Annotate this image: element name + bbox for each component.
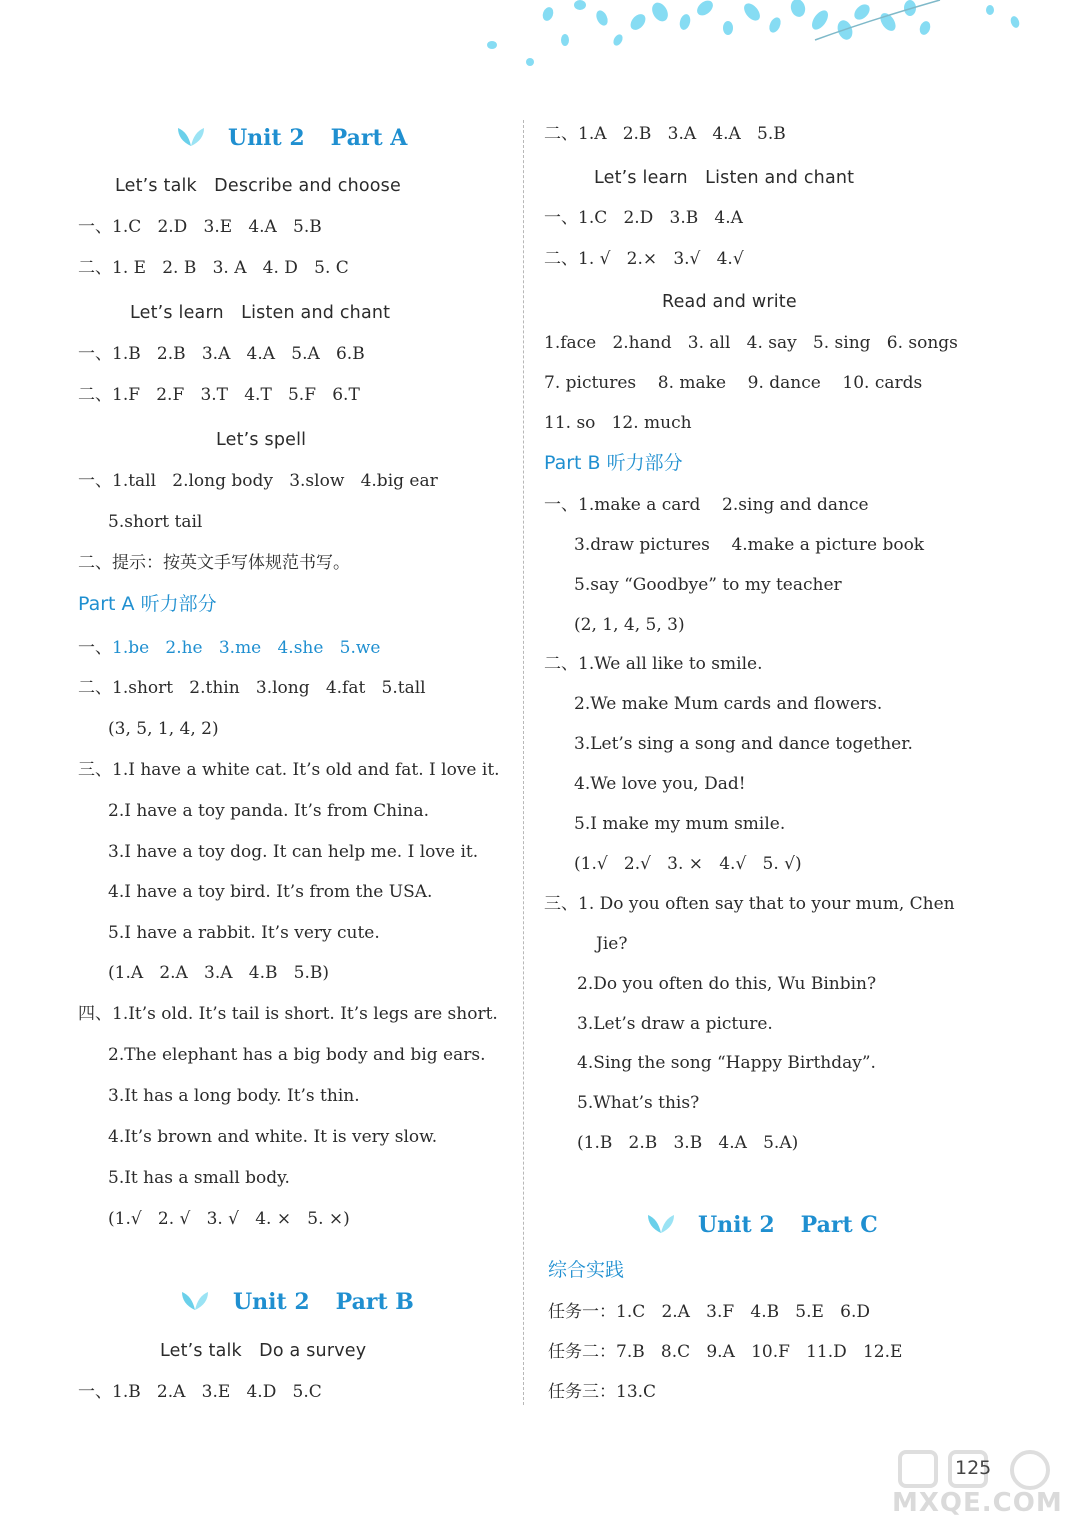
answer-line: 3.It has a long body. It’s thin. bbox=[108, 1086, 360, 1106]
answer-line: 二、1.F 2.F 3.T 4.T 5.F 6.T bbox=[78, 385, 360, 405]
answer-line: 5.say “Goodbye” to my teacher bbox=[574, 575, 842, 595]
page-number: 125 bbox=[955, 1457, 992, 1479]
talk-b-heading: Let’s talk Do a survey bbox=[160, 1341, 367, 1361]
answer-line: 一、1.B 2.A 3.E 4.D 5.C bbox=[78, 1382, 322, 1402]
unit-2-part-c-title bbox=[698, 1211, 878, 1239]
answer-item: 5.we bbox=[339, 638, 381, 658]
answer-line: 任务二：7.B 8.C 9.A 10.F 11.D 12.E bbox=[548, 1342, 903, 1362]
practice-heading: 综合实践 bbox=[548, 1259, 625, 1281]
answer-line: 2.We make Mum cards and flowers. bbox=[574, 694, 883, 714]
leaf-icon bbox=[646, 1213, 676, 1235]
answer-item: 3.me bbox=[218, 638, 262, 658]
answer-line: 任务一：1.C 2.A 3.F 4.B 5.E 6.D bbox=[548, 1302, 870, 1322]
answer-line: 4.I have a toy bird. It’s from the USA. bbox=[108, 882, 433, 902]
answer-line: 二、1.short 2.thin 3.long 4.fat 5.tall bbox=[78, 678, 426, 698]
answer-line: 二、提示：按英文手写体规范书写。 bbox=[78, 553, 350, 573]
learn-b-heading: Let’s learn Listen and chant bbox=[594, 168, 855, 188]
learn-heading: Let’s learn Listen and chant bbox=[130, 303, 391, 323]
answer-line: 二、1. √ 2.× 3.√ 4.√ bbox=[544, 249, 744, 269]
answer-line: 5.What’s this? bbox=[577, 1093, 700, 1113]
answer-line: 三、1.I have a white cat. It’s old and fat. I love it. bbox=[78, 760, 500, 780]
answer-line: 二、1. E 2. B 3. A 4. D 5. C bbox=[78, 258, 349, 278]
answer-line: 3.Let’s sing a song and dance together. bbox=[574, 734, 913, 754]
answer-line: 7. pictures 8. make 9. dance 10. cards bbox=[544, 373, 923, 393]
answer-item: 2.he bbox=[165, 638, 203, 658]
answer-line: 1.face 2.hand 3. all 4. say 5. sing 6. songs bbox=[544, 333, 958, 353]
talk-heading: Let’s talk Describe and choose bbox=[115, 176, 401, 196]
answer-line: 一、1.make a card 2.sing and dance bbox=[544, 495, 869, 515]
spell-heading: Let’s spell bbox=[216, 430, 307, 450]
leaf-icon bbox=[180, 1290, 210, 1312]
unit-label: Unit 2 bbox=[233, 1289, 310, 1315]
answer-line: 4.Sing the song “Happy Birthday”. bbox=[577, 1053, 876, 1073]
answer-line: (3, 5, 1, 4, 2) bbox=[108, 719, 219, 739]
answer-line: 一、1.C 2.D 3.B 4.A bbox=[544, 208, 743, 228]
listening-heading-part-a: Part A 听力部分 bbox=[78, 593, 217, 615]
listening-heading-part-b: Part B 听力部分 bbox=[544, 452, 683, 474]
answer-line: 5.It has a small body. bbox=[108, 1168, 290, 1188]
part-label: Part B bbox=[335, 1289, 414, 1315]
answer-line: 4.It’s brown and white. It is very slow. bbox=[108, 1127, 438, 1147]
answer-item: 1.be bbox=[112, 638, 150, 658]
answer-line: 二、1.We all like to smile. bbox=[544, 654, 763, 674]
answer-line: (1.B 2.B 3.B 4.A 5.A) bbox=[577, 1133, 799, 1153]
read-write-heading: Read and write bbox=[662, 292, 797, 312]
answer-line: 一、1.C 2.D 3.E 4.A 5.B bbox=[78, 217, 322, 237]
answer-line: (1.A 2.A 3.A 4.B 5.B) bbox=[108, 963, 330, 983]
watermark-text: MXQE.COM bbox=[892, 1488, 1063, 1518]
leaf-icon bbox=[176, 126, 206, 148]
answer-line: 三、1. Do you often say that to your mum, Chen bbox=[544, 894, 955, 914]
answer-line: 3.Let’s draw a picture. bbox=[577, 1014, 773, 1034]
answer-line: 3.I have a toy dog. It can help me. I love it. bbox=[108, 842, 479, 862]
answer-line: Jie? bbox=[596, 934, 628, 954]
answer-line: 二、1.A 2.B 3.A 4.A 5.B bbox=[544, 124, 786, 144]
answer-line-colored bbox=[78, 637, 380, 659]
answer-line: 2.Do you often do this, Wu Binbin? bbox=[577, 974, 877, 994]
answer-line: 5.I make my mum smile. bbox=[574, 814, 786, 834]
answer-line: 一、1.tall 2.long body 3.slow 4.big ear bbox=[78, 471, 438, 491]
answer-line: 2.I have a toy panda. It’s from China. bbox=[108, 801, 430, 821]
answer-line: 一、1.B 2.B 3.A 4.A 5.A 6.B bbox=[78, 344, 365, 364]
leaf-cluster-icon bbox=[487, 0, 1021, 66]
unit-label: Unit 2 bbox=[228, 125, 305, 151]
answer-line: 四、1.It’s old. It’s tail is short. It’s legs are short. bbox=[78, 1004, 498, 1024]
prefix: 一、 bbox=[78, 638, 112, 658]
unit-2-part-a-title bbox=[228, 124, 407, 152]
part-label: Part C bbox=[800, 1212, 878, 1238]
branch-icon bbox=[815, 0, 940, 40]
answer-line: 2.The elephant has a big body and big ears. bbox=[108, 1045, 486, 1065]
answer-line: (1.√ 2. √ 3. √ 4. × 5. ×) bbox=[108, 1209, 350, 1229]
answer-line: 11. so 12. much bbox=[544, 413, 692, 433]
answer-line: 3.draw pictures 4.make a picture book bbox=[574, 535, 925, 555]
decorative-leaves bbox=[470, 0, 1068, 80]
answer-line: (1.√ 2.√ 3. × 4.√ 5. √) bbox=[574, 854, 802, 874]
answer-line: 5.I have a rabbit. It’s very cute. bbox=[108, 923, 380, 943]
answer-line: 5.short tail bbox=[108, 512, 203, 532]
answer-line: 4.We love you, Dad! bbox=[574, 774, 746, 794]
part-label: Part A bbox=[330, 125, 408, 151]
unit-2-part-b-title bbox=[233, 1288, 414, 1316]
answer-line: (2, 1, 4, 5, 3) bbox=[574, 615, 685, 635]
column-divider bbox=[523, 120, 524, 1405]
answer-line: 任务三：13.C bbox=[548, 1382, 657, 1402]
unit-label: Unit 2 bbox=[698, 1212, 775, 1238]
answer-item: 4.she bbox=[277, 638, 324, 658]
